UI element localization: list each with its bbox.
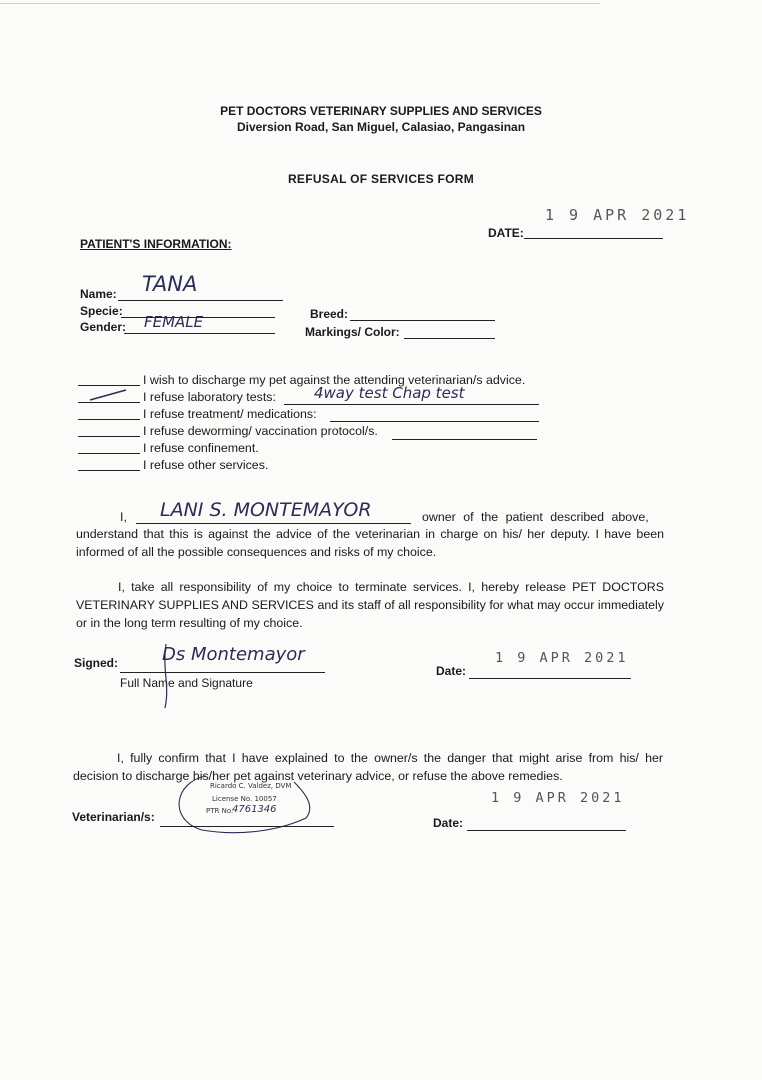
signature-date-line[interactable] (469, 678, 631, 679)
gender-label: Gender: (80, 320, 127, 334)
date-label: DATE: (488, 226, 524, 240)
markings-field[interactable] (404, 338, 495, 339)
company-name: PET DOCTORS VETERINARY SUPPLIES AND SERVICES (220, 104, 542, 118)
name-value: TANA (142, 272, 198, 296)
option-1-text: I wish to discharge my pet against the attending veterinarian/s advice. (143, 373, 526, 387)
gender-field[interactable] (124, 333, 275, 334)
gender-value: FEMALE (144, 313, 204, 331)
vet-stamp-ptr-label: PTR No. (206, 807, 234, 815)
declaration-prefix: I, (120, 510, 127, 524)
company-address: Diversion Road, San Miguel, Calasiao, Pangasinan (236, 120, 526, 134)
breed-label: Breed: (310, 307, 349, 321)
confirmation-paragraph: I, fully confirm that I have explained to the owner/s the danger that might arise from his/ her decision to discharge his/her pet against veterinary advice, or refuse the above remedies. (73, 751, 663, 783)
signature-caption: Full Name and Signature (120, 676, 253, 690)
signed-label: Signed: (74, 656, 118, 670)
scan-edge-line (0, 3, 600, 4)
breed-field[interactable] (350, 320, 495, 321)
vet-date-label: Date: (433, 816, 464, 830)
signature-date-stamp: 1 9 APR 2021 (495, 650, 629, 666)
vet-stamp-license: License No. 10057 (212, 795, 277, 803)
option-5-text: I refuse confinement. (143, 441, 259, 455)
date-line[interactable] (524, 238, 663, 239)
declaration-line1-rest: owner of the patient described above, (422, 510, 649, 524)
vet-date-stamp: 1 9 APR 2021 (491, 790, 625, 806)
patient-section-title: PATIENT'S INFORMATION: (80, 237, 232, 251)
specie-label: Specie: (80, 304, 123, 318)
signature-stroke-icon (160, 640, 172, 710)
option-6-text: I refuse other services. (143, 458, 269, 472)
lab-tests-field[interactable] (284, 404, 539, 405)
markings-label: Markings/ Color: (305, 325, 400, 339)
deworming-field[interactable] (392, 439, 537, 440)
option-1-blank[interactable] (78, 385, 140, 386)
responsibility-paragraph: I, take all responsibility of my choice to terminate services. I, hereby release PET DOCTORS VETERINARY SUPPLIES AND SERVICES and its staff of all responsibility for what may occur immediately or in the long term resulting of my choice. (76, 580, 664, 630)
check-mark-icon (88, 388, 128, 402)
declaration-paragraph: understand that this is against the advice of the veterinarian in charge on his/ her deputy. I have been informed of all the possible consequences and risks of my choice. (76, 527, 664, 559)
option-4-blank[interactable] (78, 436, 140, 437)
veterinarian-line[interactable] (160, 826, 334, 827)
form-title: REFUSAL OF SERVICES FORM (287, 172, 475, 186)
option-2-blank[interactable] (78, 402, 140, 403)
signature-date-label: Date: (436, 664, 467, 678)
option-2-text: I refuse laboratory tests: (143, 390, 276, 404)
vet-stamp-name: Ricardo C. Valdez, DVM (210, 782, 292, 790)
date-stamp: 1 9 APR 2021 (545, 206, 690, 224)
signature-line[interactable] (120, 672, 325, 673)
name-field[interactable] (118, 300, 283, 301)
option-5-blank[interactable] (78, 453, 140, 454)
owner-name-field[interactable] (136, 523, 411, 524)
name-label: Name: (80, 287, 117, 301)
owner-name-value: LANI S. MONTEMAYOR (160, 499, 372, 521)
option-6-blank[interactable] (78, 470, 140, 471)
option-4-text: I refuse deworming/ vaccination protocol/s. (143, 424, 378, 438)
vet-date-line[interactable] (467, 830, 626, 831)
lab-tests-value: 4way test Chap test (314, 384, 465, 402)
option-3-blank[interactable] (78, 419, 140, 420)
vet-stamp-ptr-value: 4761346 (232, 804, 277, 815)
veterinarian-label: Veterinarian/s: (72, 810, 155, 824)
option-3-text: I refuse treatment/ medications: (143, 407, 317, 421)
owner-signature: Ds Montemayor (162, 644, 305, 665)
treatment-field[interactable] (330, 421, 539, 422)
